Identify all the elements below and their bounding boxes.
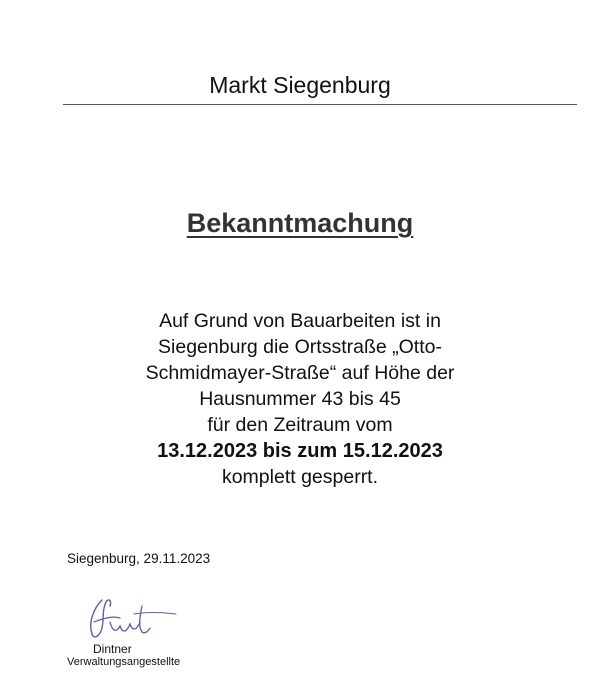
closure-date-range: 13.12.2023 bis zum 15.12.2023 bbox=[157, 440, 443, 462]
announcement-heading bbox=[0, 208, 600, 239]
signer-name: Dintner bbox=[93, 642, 132, 656]
announcement-body bbox=[0, 308, 600, 490]
handwritten-signature bbox=[80, 592, 190, 642]
header-divider bbox=[63, 104, 577, 105]
announcement-heading-text: Bekanntmachung bbox=[186, 208, 414, 238]
body-line: Hausnummer 43 bis 45 bbox=[199, 388, 401, 410]
signer-role: Verwaltungsangestellte bbox=[67, 656, 181, 668]
municipality-name: Markt Siegenburg bbox=[209, 72, 391, 98]
body-line: Auf Grund von Bauarbeiten ist in bbox=[159, 310, 441, 332]
body-line: Siegenburg die Ortsstraße „Otto- bbox=[158, 336, 442, 358]
place-and-date: Siegenburg, 29.11.2023 bbox=[67, 551, 211, 566]
body-line-closing: komplett gesperrt. bbox=[221, 466, 379, 488]
body-line: für den Zeitraum vom bbox=[207, 414, 393, 436]
body-line: Schmidmayer-Straße“ auf Höhe der bbox=[145, 362, 455, 384]
